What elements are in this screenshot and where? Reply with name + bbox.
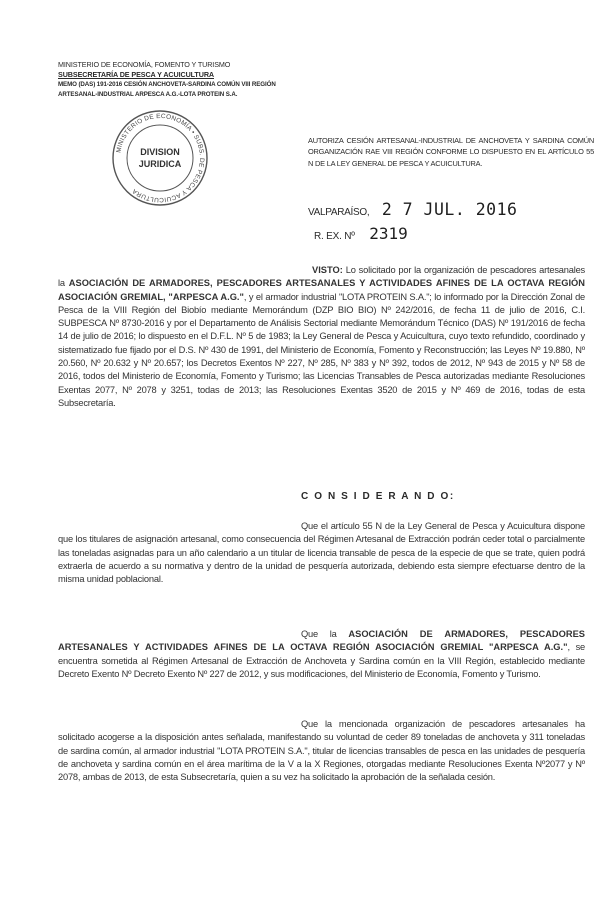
ministry-name: MINISTERIO DE ECONOMÍA, FOMENTO Y TURISMO — [58, 60, 231, 69]
resolution-subject: AUTORIZA CESIÓN ARTESANAL-INDUSTRIAL DE ANCHOVETA Y SARDINA COMÚN ORGANIZACIÓN RAE VIII REGIÓN CONFORME LO DISPUESTO EN EL ARTÍCULO 55 N DE LA LEY GENERAL DE PESCA Y ACUICULTURA. — [308, 136, 594, 168]
resolution-number: 2319 — [369, 224, 408, 243]
memo-reference-line-1: MEMO (DAS) 191-2016 CESIÓN ANCHOVETA-SARDINA COMÚN VIII REGIÓN — [58, 81, 276, 88]
resolution-number-label: R. EX. Nº — [314, 231, 355, 242]
place-and-date — [308, 200, 517, 220]
considerando-paragraph-1: Que el artículo 55 N de la Ley General de Pesca y Acuicultura dispone que los titulares de asignación artesanal, como consecuencia del Régimen Artesanal de Extracción podrán ceder total o parcialmente las toneladas asignadas para un año calendario a un titular de licencia transable de pesca de la especie de que se trate, quien podrá extraerla de acuerdo a su normativa y dentro de la unidad de pesquería autorizada, debiendo esta siempre efectuarse dentro de la misma unidad poblacional. — [58, 521, 585, 585]
subsecretaria-name: SUBSECRETARÍA DE PESCA Y ACUICULTURA — [58, 70, 214, 79]
visto-label: VISTO: — [312, 265, 343, 275]
letterhead — [58, 60, 358, 100]
considerando-2-text-1: Que la — [301, 629, 349, 639]
stamp-line-1: DIVISION — [140, 147, 180, 157]
stamp-line-2: JURIDICA — [138, 159, 182, 169]
considerando-2-organization: ASOCIACIÓN DE ARMADORES, PESCADORES ARTESANALES Y ACTIVIDADES AFINES DE LA OCTAVA REGIÓN ASOCIACIÓN GREMIAL "ARPESCA A.G." — [58, 629, 585, 653]
visto-paragraph — [58, 264, 585, 410]
considerando-paragraph-3: Que la mencionada organización de pescadores artesanales ha solicitado acogerse a la disposición antes señalada, manifestando su voluntad de ceder 89 toneladas de anchoveta y 311 toneladas de sardina común, al armador industrial "LOTA PROTEIN S.A.", titular de licencias transables de pesca en las unidades de pesquería de anchoveta y sardina común en el área marítima de la V a la X Regiones, otorgadas mediante Resoluciones Exenta Nº2077 y Nº 2078, ambas de 2013, de esta Subsecretaría, quien a su vez ha solicitado la aprobación de la señalada cesión. — [58, 719, 585, 783]
considerando-2-text-2: , se encuentra sometida al Régimen Artesanal de Extracción de Anchoveta y Sardina común en la VIII Región, establecido mediante Decreto Exento Nº Decreto Exento Nº 227 de 2012, y sus modificaciones, del Ministerio de Economía, Fomento y Turismo. — [58, 642, 585, 679]
svg-text:MINISTERIO DE ECONOMÍA • SUBS. — [115, 113, 205, 203]
stamped-date: 2 7 JUL. 2016 — [381, 200, 518, 219]
memo-reference-line-2: ARTESANAL-INDUSTRIAL ARPESCA A.G.-LOTA PROTEIN S.A. — [58, 91, 238, 98]
considerando-heading: C O N S I D E R A N D O: — [301, 491, 455, 502]
visto-text-2: , y el armador industrial "LOTA PROTEIN S.A."; lo informado por la Dirección Zonal de Pesca de la VIII Región del Biobío mediante Memorándum (DZP BIO BIO) Nº 242/2016, de fecha 11 de julio de 2016, C.I. SUBPESCA Nº 8730-2016 y por el Departamento de Análisis Sectorial mediante Memorándum Técnico (DAS) Nº 191/2016 de fecha 14 de julio de 2016; lo dispuesto en el D.F.L. Nº 5 de 1983; la Ley General de Pesca y Acuicultura, cuyo texto refundido, coordinado y sistematizado fue fijado por el D.S. Nº 430 de 1991, del Ministerio de Economía, Fomento y Reconstrucción; las Leyes Nº 19.880, Nº 20.560, Nº 20.632 y Nº 20.657; los Decretos Exentos Nº 227, Nº 285, Nº 383 y Nº 392, todos de 2012, Nº 943 de 2015 y Nº 58 de 2016, todos del Ministerio de Economía, Fomento y Turismo; las Licencias Transables de Pesca autorizadas mediante Resoluciones Exentas 2077, Nº 2078 y 3251, todas de 2013; las Resoluciones Exentas 3520 de 2015 y Nº 469 de 2016, todas de esta Subsecretaría. — [58, 291, 586, 408]
stamp-outer-text: MINISTERIO DE ECONOMÍA • SUBS. DE PESCA Y ACUICULTURA — [115, 112, 206, 204]
visto-text-1: Lo solicitado por la organización de pescadores artesanales la — [58, 265, 585, 289]
considerando-paragraph-2 — [58, 628, 585, 681]
resolution-number-line — [314, 224, 408, 244]
visto-organization: ASOCIACIÓN DE ARMADORES, PESCADORES ARTESANALES Y ACTIVIDADES AFINES DE LA OCTAVA REGIÓN ASOCIACIÓN GREMIAL, "ARPESCA A.G." — [58, 278, 585, 302]
division-juridica-stamp — [110, 108, 210, 208]
place-name: VALPARAÍSO, — [308, 207, 370, 218]
